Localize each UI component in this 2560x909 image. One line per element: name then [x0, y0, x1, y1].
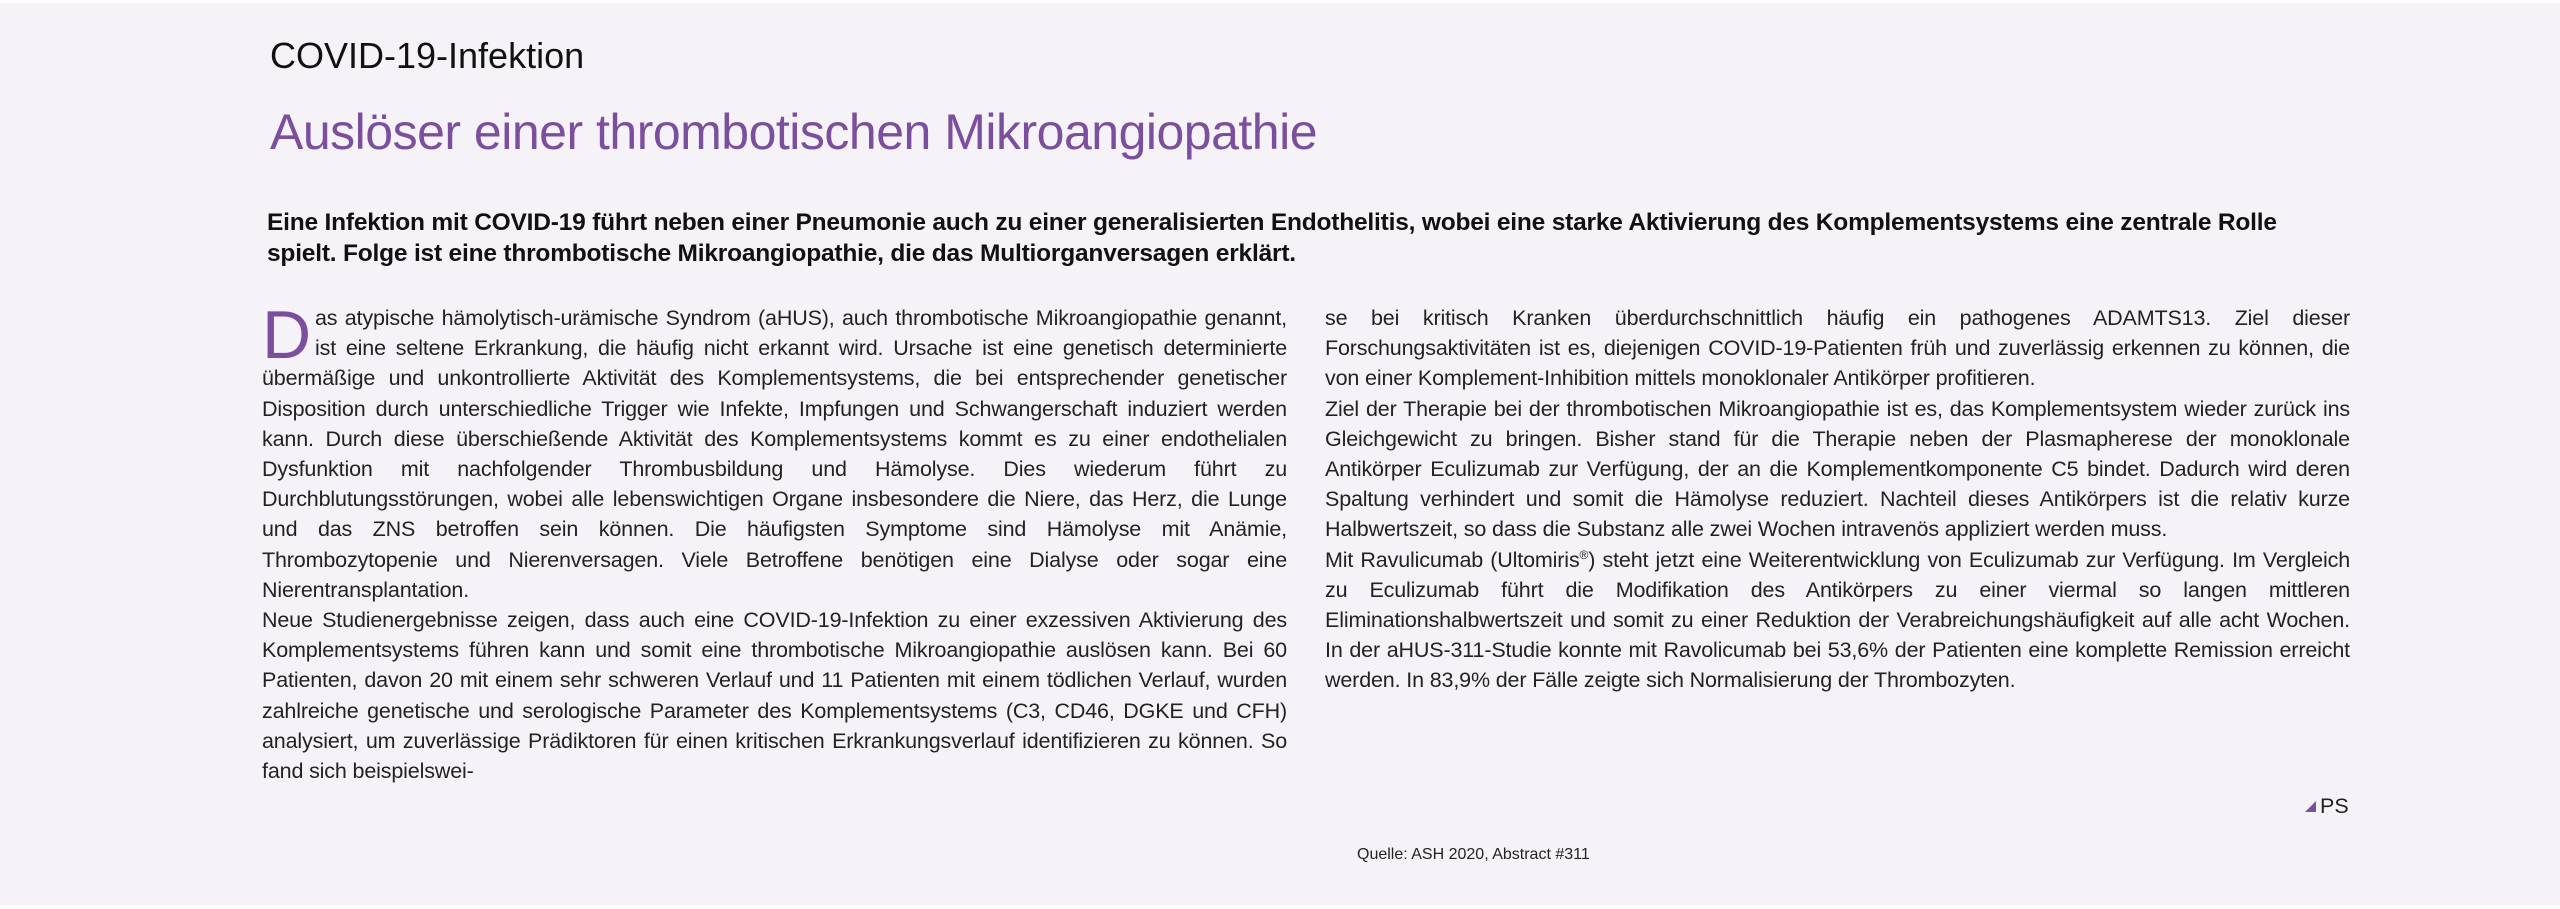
source-note: Quelle: ASH 2020, Abstract #311: [1357, 846, 1590, 863]
body-column-left: [262, 297, 1287, 786]
article-headline: Auslöser einer thrombotischen Mikroangiopathie: [270, 104, 1318, 160]
paragraph: se bei kritisch Kranken überdurchschnittlich häufig ein pathogenes ADAMTS13. Ziel dieser Forschungsaktivitäten ist es, diejenigen COVID-19-Patienten früh und zuverlässig erkennen zu können, die von einer Komplement-Inhibition mittels monoklonaler Antikörper profitieren.: [1325, 306, 2350, 391]
paragraph: [262, 297, 1287, 605]
paragraph: Neue Studienergebnisse zeigen, dass auch eine COVID-19-Infektion zu einer exzessiven Aktivierung des Komplementsystems führen kann und somit eine thrombotische Mikroangiopathie auslösen kann. Bei 60 Patienten, davon 20 mit einem sehr schweren Verlauf und 11 Patienten mit einem tödlichen Verlauf, wurden zahlreiche genetische und serologische Parameter des Komplementsystems (C3, CD46, DGKE und CFH) analysiert, um zuverlässige Prädiktoren für einen kritischen Erkrankungsverlauf identifizieren zu können. So fand sich beispielswei-: [262, 608, 1287, 784]
drop-cap: D: [262, 297, 311, 373]
body-column-right: [1325, 303, 2350, 696]
triangle-marker-icon: [2305, 801, 2316, 812]
article-page: [0, 3, 2560, 905]
paragraph-text: ) steht jetzt eine Weiterentwicklung von Eculizumab zur Verfügung. Im Vergleich zu Eculizumab führt die Modifikation des Antikörpers zu einer viermal so langen mittleren Eliminationshalbwertszeit und somit zu einer Reduktion der Verabreichungshäufigkeit auf alle acht Wochen. In der aHUS-311-Studie konnte mit Ravolicumab bei 53,6% der Patienten eine komplette Remission erreicht werden. In 83,9% der Fälle zeigte sich Normalisierung der Thrombozyten.: [1325, 547, 2350, 693]
paragraph: Ziel der Therapie bei der thrombotischen Mikroangiopathie ist es, das Komplementsystem wieder zurück ins Gleichgewicht zu bringen. Bisher stand für die Therapie neben der Plasmapherese der monoklonale Antikörper Eculizumab zur Verfügung, der an die Komplementkomponente C5 bindet. Dadurch wird deren Spaltung verhindert und somit die Hämolyse reduziert. Nachteil dieses Antikörpers ist die relativ kurze Halbwertszeit, so dass die Substanz alle zwei Wochen intravenös appliziert werden muss.: [1325, 396, 2350, 542]
paragraph-text: Mit Ravulicumab (Ultomiris: [1325, 547, 1580, 572]
paragraph-text: as atypische hämolytisch-urämische Syndrom (aHUS), auch thrombotische Mikroangiopathie genannt, ist eine seltene Erkrankung, die häufig nicht erkannt wird. Ursache ist eine genetisch determinierte übermäßige und unkontrollierte Aktivität des Komplementsystems, die bei entsprechender genetischer Disposition durch unterschiedliche Trigger wie Infekte, Impfungen und Schwangerschaft induziert werden kann. Durch diese überschießende Aktivität des Komplementsystems kommt es zu einer endothelialen Dysfunktion mit nachfolgender Thrombusbildung und Hämolyse. Dies wiederum führt zu Durchblutungsstörungen, wobei alle lebenswichtigen Organe insbesondere die Niere, das Herz, die Lunge und das ZNS betroffen sein können. Die häufigsten Symptome sind Hämolyse mit Anämie, Thrombozytopenie und Nierenversagen. Viele Betroffene benötigen eine Dialyse oder sogar eine Nierentransplantation.: [262, 306, 1287, 602]
paragraph: [1325, 545, 2350, 696]
article-kicker: COVID-19-Infektion: [270, 35, 585, 76]
article-lead: Eine Infektion mit COVID-19 führt neben einer Pneumonie auch zu einer generalisierten Endothelitis, wobei eine starke Aktivierung des Komplementsystems eine zentrale Rolle spielt. Folge ist eine thrombotische Mikroangiopathie, die das Multiorganversagen erklärt.: [267, 209, 2277, 267]
author-initials: PS: [2320, 794, 2349, 818]
registered-mark: ®: [1579, 547, 1589, 562]
author-signature: [2305, 794, 2349, 819]
